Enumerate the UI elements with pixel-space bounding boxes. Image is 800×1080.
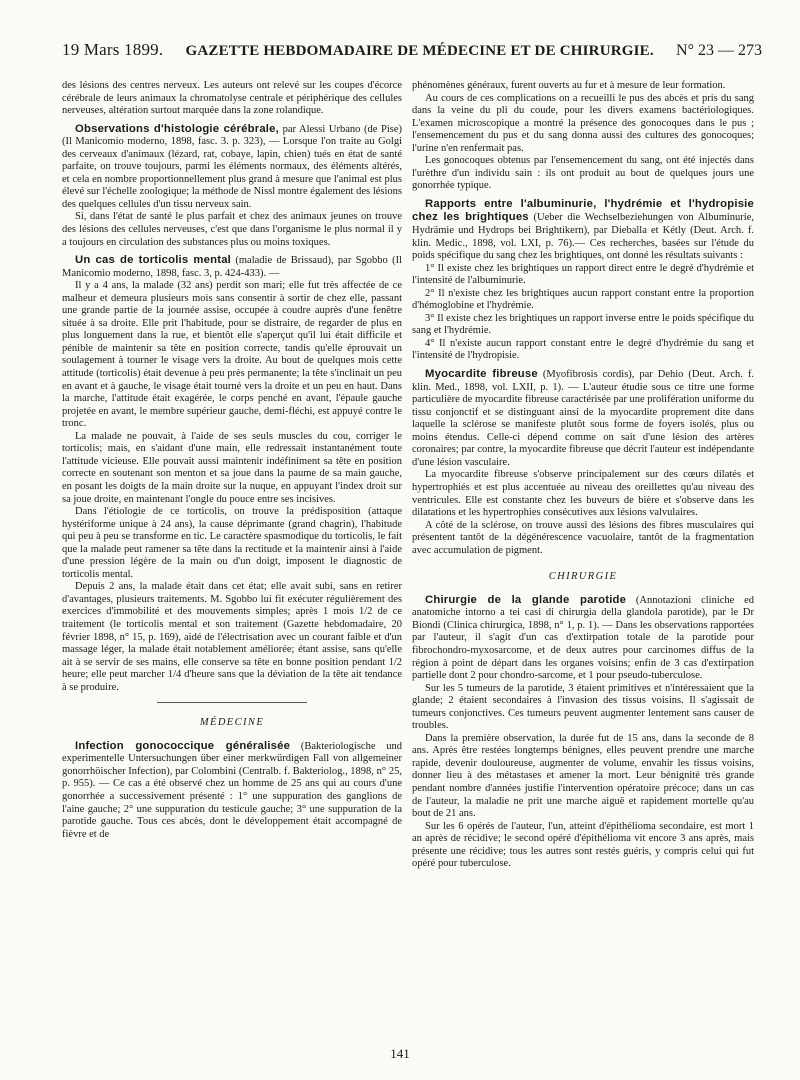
parotide-paragraph-2: Sur les 5 tumeurs de la parotide, 3 étaient primitives et n'intéressaient que la glande; 2 étaient secondaires à l'invasion des tissus voisins. Il s'agissait de tumeurs conjonctives. Ces tumeurs peuvent augmenter lentement sans causer de troubles. — [412, 682, 754, 732]
histology-title: Observations d'histologie cérébrale, — [75, 122, 279, 135]
histology-text: par Alessi Urbano (de Pise) (Il Manicomio moderno, 1898, fasc. 3. p. 323), — Lorsque l'on traite au Golgi des cerveaux d'animaux (lézard, rat, cobaye, lapin, chien) tués en état de santé parfaite, on trouve toujours, parmi les éléments normaux, des éléments altérés, et cela en nombre proportionnellement plus grand à mesure que l'animal est plus élevé sur l'échelle zoologique; la méthode de Nissl montre également des lésions des quelques cellules d'un tissu nerveux sain. — [62, 123, 402, 210]
parotide-title: Chirurgie de la glande parotide — [425, 593, 627, 606]
parotide-text: (Annotazioni cliniche ed anatomiche intorno a tei casi di chirurgia della glandola parotide), par le Dr Biondi (Clinica chirurgica, 1898, n° 1, p. 1). — Dans les observations rapportées par l'auteur, il s'agit d'un cas d'extirpation totale de la parotide pour fibrochondro-myxosarcome, et de deux autres pour carcinomes diffus de la région à point de départ dans les organes voisins; enfin de 3 cas d'extirpation partielle dont 2 pour chondro-sarcome, et 1 pour pseudo-tuberculose. — [412, 594, 754, 682]
torticolis-article — [62, 254, 402, 280]
parotide-article — [412, 594, 754, 683]
torticolis-paragraph-4: Depuis 2 ans, la malade était dans cet état; elle avait subi, sans en retirer d'avantages, plusieurs traitements. M. Sgobbo lui fit exécuter régulièrement des exercices d'immobilité et des mouvements simples; après 1 mois 1/2 de ce traitement (le torticolis mental et son traitement (Gazette hebdomadaire, 20 février 1898, n° 15, p. 169), aidé de l'électrisation avec un courant faible et d'un massage léger, la malade était notablement améliorée; étant assise, sans qu'elle ait à se servir de ses mains, elle conserve sa tête en bonne position pendant 1/2 heure; elle peut marcher 1/4 d'heure sans que la déviation de la tête ait tendance à se produire. — [62, 581, 402, 693]
page-number: 141 — [390, 1046, 410, 1061]
myocardite-paragraph-3: A côté de la sclérose, on trouve aussi des lésions des fibres musculaires qui présentent tantôt de la dégénérescence vacuolaire, tantôt de la fragmentation avec accumulation de pigment. — [412, 519, 754, 556]
torticolis-paragraph-3: Dans l'étiologie de ce torticolis, on trouve la prédisposition (attaque hystériforme unique à 24 ans), la cause déprimante (grand chagrin), l'habitude qui peu à peu se transforme en tic. Le caractère spasmodique du torticolis, le fait que la malade peut ramener sa tête dans la rectitude et la maintenir ainsi à l'aide d'une pression légère de la main ou d'un doigt, imposent le diagnostic de torticolis mental. — [62, 506, 402, 580]
rapports-item-4: 4° Il n'existe aucun rapport constant entre le degré d'hydrémie du sang et l'intensité de l'hydropisie. — [412, 337, 754, 362]
right-column — [412, 80, 754, 1038]
section-divider — [157, 702, 307, 703]
page-header — [62, 40, 762, 64]
infection-article — [62, 740, 402, 841]
section-heading-chirurgie: CHIRURGIE — [548, 571, 618, 583]
infection-text: (Bakteriologische und experimentelle Untersuchungen über einer merkwürdigen Fall von allgemeiner gonorrhöischer Infection), par Colombini (Centralb. f. Bakteriolog., 1898, n° 25, p. 955). — Ce cas a été observé chez un homme de 25 ans qui au cours d'une gonorrhée a successivement présenté : 1° une suppuration des ganglions de l'aine gauche; 2° une suppuration du testicule gauche; 3° une suppuration de la parotide gauche. Tous ces abcès, dont le développement était accompagné de fièvre et de — [62, 740, 402, 840]
rapports-article — [412, 198, 754, 263]
issue-number: N° 23 — 273 — [676, 42, 762, 59]
intro-paragraph: des lésions des centres nerveux. Les auteurs ont relevé sur les coupes d'écorce cérébrale de leurs animaux la chromatolyse centrale et périphérique des cellules nerveuses, altération surtout marquée dans la zone rolandique. — [62, 80, 402, 117]
myocardite-paragraph-2: La myocardite fibreuse s'observe principalement sur des cœurs dilatés et hypertrophiés et est plus accentuée au niveau des oreillettes qu'au niveau des ventricules. Elle est constante chez les buveurs de bière et s'observe dans les dilatations et les hypertrophies consécutives aux lésions valvulaires. — [412, 469, 754, 519]
continued-paragraph-1: phénomènes généraux, furent ouverts au fur et à mesure de leur formation. — [412, 80, 726, 91]
histology-paragraph-2: Si, dans l'état de santé le plus parfait et chez des animaux jeunes on trouve des lésions des cellules nerveuses, c'est que dans l'organisme le plus normal il y a toujours en circulation des substances plus ou moins toxiques. — [62, 211, 402, 248]
rapports-item-2: 2° Il n'existe chez les brightiques aucun rapport constant entre la proportion d'hémoglobine et l'hydrémie. — [412, 287, 754, 312]
torticolis-title: Un cas de torticolis mental — [75, 254, 232, 267]
myocardite-title: Myocardite fibreuse — [425, 368, 538, 381]
journal-title: GAZETTE HEBDOMADAIRE DE MÉDECINE ET DE CHIRURGIE. — [185, 43, 654, 59]
section-heading-medecine: MÉDECINE — [199, 717, 265, 729]
infection-title: Infection gonococcique généralisée — [75, 739, 291, 752]
torticolis-paragraph-2: La malade ne pouvait, à l'aide de ses seuls muscles du cou, corriger le torticolis; mais, en s'aidant d'une main, elle redressait instantanément toute l'attitude vicieuse. Elle pouvait aussi maintenir indéfiniment sa tête en position correcte en soutenant son menton et sa joue dans la paume de sa main gauche, en posant les doigts de la main droite sur la nuque, en appuyant l'index droit sur sa joue droite, en maintenant l'ongle du pouce entre ses incisives. — [62, 430, 402, 505]
continued-paragraph-3: Les gonocoques obtenus par l'ensemencement du sang, ont été injectés dans l'urèthre d'un individu sain : ils ont produit au bout de quelques jours une gonorrhée typique. — [412, 155, 754, 192]
torticolis-paragraph-1: Il y a 4 ans, la malade (32 ans) perdit son mari; elle fut très affectée de ce malheur et demeura plusieurs mois sans consentir à sortir de chez elle, passant une grande partie de la journée assise, occupée à coudre auprès d'une fenêtre située à sa droite. Elle prit l'habitude, pour se distraire, de regarder de plus en plus longuement dans la rue, et bientôt elle s'aperçut qu'il lui était difficile et pénible de maintenir sa tête en position correcte, tandis qu'elle éprouvait un soulagement à tourner le visage vers la droite. Au bout de quelques mois cette attitude (torticolis) était devenue à peu près permanente; la tête s'inclinait un peu en avant et à gauche, le visage était tourné vers la droite et un peu en haut. Dans la marche, l'attitude était exagérée, le corps penché en avant, l'épaule gauche projetée en avant, le membre supérieur gauche, demi-fléchi, est appuyé contre le tronc. — [62, 280, 402, 430]
torticolis-intro: (maladie de Brissaud), par Sgobbo (Il Manicomio moderno, 1898, fasc. 3, p. 424-433). — — [62, 255, 402, 279]
rapports-text: (Ueber die Wechselbeziehungen von Albuminurie, Hydrämie und Hydrops bei Brightikern), par Dieballa et Kétly (Deut. Arch. f. klin. Medic., 1898, vol. LXI, p. 76).— Ces recherches, basées sur l'étude du poids spécifique du sang chez les brightiques, ont donné les résultats suivants : — [412, 212, 754, 262]
issue-date: 19 Mars 1899. — [62, 40, 164, 59]
rapports-title: Rapports entre l'albuminurie, l'hydrémie et l'hydropisie chez les brightiques — [412, 197, 754, 224]
myocardite-text: (Myofibrosis cordis), par Dehio (Deut. Arch. f. klin. Med., 1898, vol. LXII, p. 1). — L'auteur étudie sous ce titre une forme particulière de myocardite fibreuse caractérisée par une prolifération uniforme du tissu conjonctif et se distinguant ainsi de la myocardite proprement dite dans laquelle la sclérose se manifeste plutôt sous forme de foyers isolés, plus ou moins étendus. Celle-ci dépend comme on sait d'une lésion des artères coronaires; par contre, la myocardite fibreuse que décrit l'auteur est indépendante d'une lésion vasculaire. — [412, 369, 754, 468]
continued-paragraph-2: Au cours de ces complications on a recueilli le pus des abcès et pris du sang dans la veine du pli du coude, pour les divers examens bactériologiques. L'examen microscopique a montré la présence des gonocoques dans le pus ; l'ensemencement du pus et du sang donna aussi des cultures des gonocoques; l'urine n'en renfermait pas. — [412, 92, 754, 154]
left-column — [62, 80, 402, 1038]
parotide-paragraph-3: Dans la première observation, la durée fut de 15 ans, dans la seconde de 8 ans. Après être restées longtemps bénignes, elles peuvent prendre une marche rapide, devenir douloureuse, augmenter de volume, envahir les tissus voisins, donner lieu à des métastases et amener la mort. Leur bénignité très grande pendant nombre d'années justifie l'intervention opératoire précoce; dans un cas de l'auteur, la maladie ne prit une marche aiguë et rapidement mortelle qu'au bout de 21 ans. — [412, 732, 754, 820]
histology-article — [62, 123, 402, 212]
rapports-item-3: 3° Il existe chez les brightiques un rapport inverse entre le poids spécifique du sang et l'hydrémie. — [412, 312, 754, 337]
parotide-paragraph-4: Sur les 6 opérés de l'auteur, l'un, atteint d'épithélioma secondaire, est mort 1 an après de récidive; le second opéré d'épithélioma vit encore 3 ans après, mais présente une récidive; tous les autres sont restés guéris, y compris celui qui fut opéré pour tuberculose. — [412, 820, 754, 870]
myocardite-article — [412, 368, 754, 469]
rapports-item-1: 1° Il existe chez les brightiques un rapport direct entre le degré d'hydrémie et l'intensité de l'albuminurie. — [412, 262, 754, 287]
